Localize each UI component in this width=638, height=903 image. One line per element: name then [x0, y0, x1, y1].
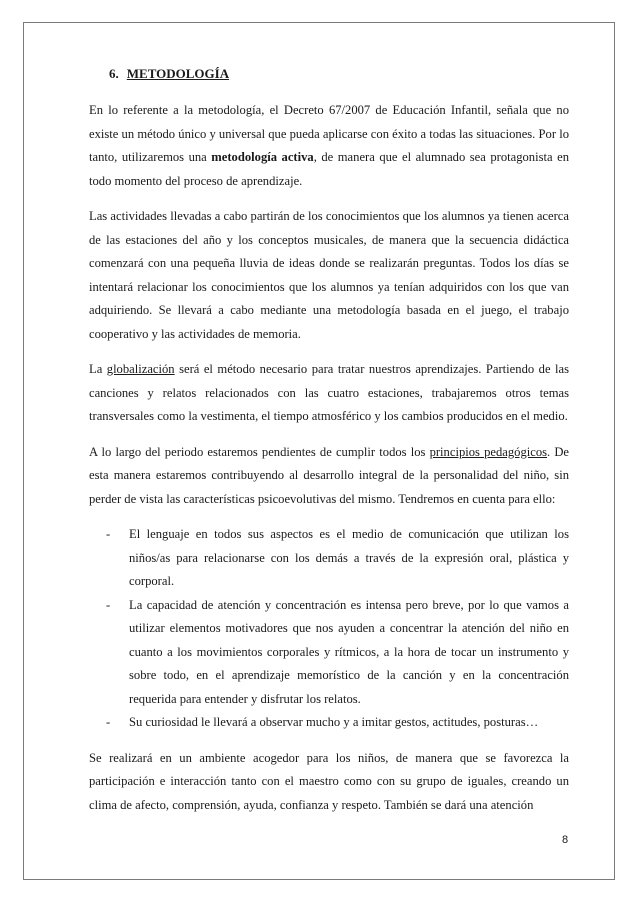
bullet-dash: - — [106, 597, 111, 612]
section-title: METODOLOGÍA — [126, 66, 230, 81]
list-item — [89, 594, 569, 712]
bullet-list — [89, 523, 569, 735]
paragraph-globalization — [89, 358, 569, 429]
underlined-term-globalization: globalización — [106, 362, 175, 376]
paragraph-text: La — [89, 362, 107, 376]
list-item — [89, 711, 569, 735]
paragraph-text: A lo largo del periodo estaremos pendientes de cumplir todos los — [89, 444, 430, 459]
paragraph-text: será el método necesario para tratar nuestros aprendizajes. Partiendo de las canciones y relatos relacionados con las cuatro estaciones, trabajaremos otros temas transversales como la vestimenta, el tiempo atmosférico y los cambios producidos en el medio. — [89, 362, 569, 423]
bullet-dash: - — [106, 527, 111, 541]
section-heading — [109, 65, 569, 83]
paragraph-methodology — [89, 99, 569, 193]
paragraph-activities: Las actividades llevadas a cabo partirán de los conocimientos que los alumnos ya tienen acerca de las estaciones del año y los conceptos musicales, de manera que la secuencia didáctica comenzará con una pequeña lluvia de ideas donde se realizarán preguntas. Todos los días se intentará relacionar los conocimientos que los alumnos ya tenían adquiridos con los que van adquiriendo. Se llevará a cabo mediante una metodología basada en el juego, el trabajo cooperativo y las actividades de memoria. — [89, 209, 569, 341]
paragraph-text: , de manera que el alumnado sea protagonista en todo momento del proceso de aprendizaje. — [89, 150, 569, 188]
list-item — [89, 523, 569, 594]
paragraph-text: . De esta manera estaremos contribuyendo al desarrollo integral de la personalidad del niño, sin perder de vista las características psicoevolutivas del mismo. Tendremos en cuenta para ello: — [89, 444, 570, 506]
bold-term-active-methodology: metodología activa — [211, 150, 314, 164]
bullet-dash: - — [106, 715, 111, 729]
list-item-text: Su curiosidad le llevará a observar mucho y a imitar gestos, actitudes, posturas… — [129, 715, 539, 729]
paragraph-environment: Se realizará en un ambiente acogedor para los niños, de manera que se favorezca la participación e interacción tanto con el maestro como con su grupo de iguales, creando un clima de afecto, comprensión, ayuda, confianza y respeto. También se dará una atención — [89, 750, 569, 812]
list-item-text: El lenguaje en todos sus aspectos es el medio de comunicación que utilizan los niños/as para relacionarse con los demás a través de la expresión oral, plástica y corporal. — [129, 527, 569, 588]
document-body — [89, 65, 569, 829]
list-item-text: La capacidad de atención y concentración es intensa pero breve, por lo que vamos a utilizar elementos motivadores que nos ayuden a concentrar la atención del niño en cuanto a los movimientos corporales y rítmicos, a la hora de tocar un instrumento y sobre todo, en el aprendizaje memorístico de la canción y en la concentración requerida para entender y disfrutar los relatos. — [129, 597, 569, 706]
section-number: 6. — [109, 66, 119, 81]
paragraph-text: En lo referente a la metodología, el Decreto 67/2007 de Educación Infantil, señala que no existe un método único y universal que pueda aplicarse con éxito a todas las situaciones. Por lo tanto, utilizaremos una — [89, 103, 569, 164]
page-number: 8 — [562, 834, 569, 846]
paragraph-principles — [89, 441, 569, 512]
underlined-term-pedagogical-principles: principios pedagógicos — [429, 444, 548, 459]
